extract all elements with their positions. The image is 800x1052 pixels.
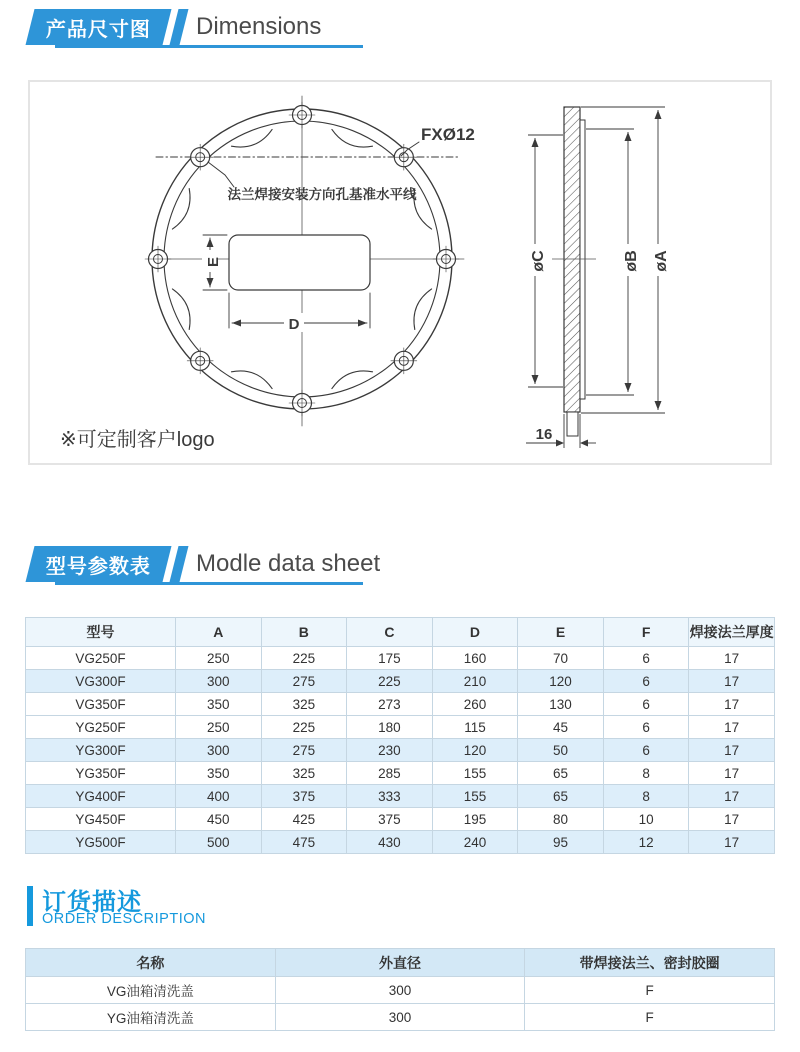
table-header-row: [26, 949, 775, 977]
table-row: [26, 1004, 775, 1031]
table-cell: 275: [261, 670, 347, 693]
section-title-en: Dimensions: [196, 13, 322, 40]
table-row: [26, 739, 775, 762]
dimension-drawing-panel: [28, 80, 772, 465]
table-cell: 225: [261, 647, 347, 670]
ribbon-shape: [26, 546, 172, 582]
table-cell: 10: [603, 808, 689, 831]
table-cell: 8: [603, 785, 689, 808]
table-row: [26, 831, 775, 854]
scallop-arc: [232, 371, 273, 389]
table-cell: VG350F: [26, 693, 176, 716]
table-cell: 8: [603, 762, 689, 785]
side-view: [526, 107, 670, 448]
thickness-arrow-left: [556, 440, 564, 447]
flange-neck: [567, 412, 578, 436]
table-cell: 350: [176, 762, 262, 785]
table-cell: 195: [432, 808, 518, 831]
table-cell: 70: [518, 647, 604, 670]
column-header: 名称: [26, 949, 276, 977]
dim-d-label: D: [288, 316, 300, 333]
ribbon-shape: [26, 9, 172, 45]
thickness-arrow-right: [580, 440, 588, 447]
table-row: [26, 670, 775, 693]
column-header: 型号: [26, 618, 176, 647]
table-cell: 250: [176, 716, 262, 739]
table-row: [26, 977, 775, 1004]
table-cell: 300: [176, 739, 262, 762]
scallop-arc: [232, 129, 273, 147]
table-cell: YG油箱清洗盖: [26, 1004, 276, 1031]
section-title-en: Modle data sheet: [196, 550, 381, 577]
order-accent-bar: [27, 886, 33, 926]
bolt-count-label: FXØ12: [421, 125, 475, 144]
table-cell: 115: [432, 716, 518, 739]
section-ribbon: [30, 9, 184, 45]
table-cell: 17: [689, 808, 775, 831]
dim-e-label: E: [204, 256, 222, 268]
dia-a-label: øA: [653, 250, 671, 272]
table-cell: 17: [689, 647, 775, 670]
table-cell: 65: [518, 762, 604, 785]
table-cell: VG油箱清洗盖: [26, 977, 276, 1004]
section-underline: [55, 45, 363, 48]
table-cell: 12: [603, 831, 689, 854]
table-row: [26, 693, 775, 716]
table-cell: 120: [518, 670, 604, 693]
scallop-arc: [172, 289, 190, 330]
table-cell: 65: [518, 785, 604, 808]
table-cell: 6: [603, 716, 689, 739]
table-cell: 160: [432, 647, 518, 670]
table-cell: 300: [275, 977, 525, 1004]
scallop-arc: [414, 189, 432, 230]
scallop-arc: [414, 289, 432, 330]
table-cell: 230: [347, 739, 433, 762]
cover-plate: [580, 120, 585, 399]
column-header: 焊接法兰厚度: [689, 618, 775, 647]
section-underline: [55, 582, 363, 585]
table-cell: 285: [347, 762, 433, 785]
table-cell: 155: [432, 762, 518, 785]
scallop-arc: [172, 189, 190, 230]
dia-b-label: øB: [623, 250, 641, 272]
column-header: E: [518, 618, 604, 647]
table-cell: 425: [261, 808, 347, 831]
table-cell: 17: [689, 693, 775, 716]
table-cell: 155: [432, 785, 518, 808]
logo-plate: [229, 235, 370, 290]
table-cell: 17: [689, 785, 775, 808]
table-row: [26, 647, 775, 670]
table-cell: F: [525, 977, 775, 1004]
table-cell: 300: [275, 1004, 525, 1031]
table-cell: YG350F: [26, 762, 176, 785]
ribbon-sliver: [170, 546, 189, 582]
scallop-arc: [332, 129, 373, 147]
ribbon-sliver: [170, 9, 189, 45]
table-cell: 430: [347, 831, 433, 854]
table-cell: 6: [603, 647, 689, 670]
table-cell: 175: [347, 647, 433, 670]
order-title-en: ORDER DESCRIPTION: [42, 911, 206, 927]
column-header: B: [261, 618, 347, 647]
logo-note: ※可定制客户logo: [60, 429, 215, 451]
table-cell: 80: [518, 808, 604, 831]
table-cell: 6: [603, 739, 689, 762]
table-cell: 95: [518, 831, 604, 854]
table-cell: 333: [347, 785, 433, 808]
table-cell: 350: [176, 693, 262, 716]
table-cell: 50: [518, 739, 604, 762]
column-header: 带焊接法兰、密封胶圈: [525, 949, 775, 977]
table-cell: 6: [603, 693, 689, 716]
table-cell: VG250F: [26, 647, 176, 670]
table-row: [26, 716, 775, 739]
flange-section: [564, 107, 580, 412]
table-cell: 6: [603, 670, 689, 693]
table-cell: 250: [176, 647, 262, 670]
model-data-table: [25, 617, 775, 854]
dimensions-section-header: [0, 9, 800, 53]
table-cell: 375: [261, 785, 347, 808]
table-cell: YG250F: [26, 716, 176, 739]
table-cell: 260: [432, 693, 518, 716]
table-cell: 500: [176, 831, 262, 854]
section-title-zh: 产品尺寸图: [46, 18, 151, 41]
section-ribbon: [30, 546, 184, 582]
technical-drawing: [30, 82, 770, 463]
table-cell: F: [525, 1004, 775, 1031]
table-cell: 17: [689, 762, 775, 785]
table-cell: YG500F: [26, 831, 176, 854]
table-cell: 450: [176, 808, 262, 831]
datasheet-section-header: [0, 546, 800, 590]
table-cell: 210: [432, 670, 518, 693]
table-row: [26, 808, 775, 831]
column-header: A: [176, 618, 262, 647]
table-cell: 375: [347, 808, 433, 831]
table-cell: 240: [432, 831, 518, 854]
table-cell: YG400F: [26, 785, 176, 808]
column-header: F: [603, 618, 689, 647]
order-description-table: [25, 948, 775, 1031]
table-cell: 45: [518, 716, 604, 739]
table-cell: 17: [689, 670, 775, 693]
table-cell: 180: [347, 716, 433, 739]
table-cell: YG450F: [26, 808, 176, 831]
table-cell: 225: [347, 670, 433, 693]
order-title-zh: 订货描述: [42, 889, 142, 916]
section-title-zh: 型号参数表: [46, 555, 151, 578]
scallop-arc: [332, 371, 373, 389]
column-header: C: [347, 618, 433, 647]
table-cell: VG300F: [26, 670, 176, 693]
table-cell: 273: [347, 693, 433, 716]
table-cell: 325: [261, 762, 347, 785]
table-cell: 400: [176, 785, 262, 808]
datum-note-leader: [208, 162, 234, 187]
table-cell: 130: [518, 693, 604, 716]
table-cell: 17: [689, 831, 775, 854]
column-header: D: [432, 618, 518, 647]
thickness-label: 16: [535, 426, 553, 443]
column-header: 外直径: [275, 949, 525, 977]
table-cell: 17: [689, 716, 775, 739]
table-cell: 300: [176, 670, 262, 693]
table-row: [26, 785, 775, 808]
table-cell: YG300F: [26, 739, 176, 762]
dia-c-label: øC: [530, 250, 548, 272]
table-row: [26, 762, 775, 785]
table-cell: 120: [432, 739, 518, 762]
datum-note-label: 法兰焊接安装方向孔基准水平线: [227, 187, 417, 202]
table-cell: 225: [261, 716, 347, 739]
front-view: [60, 96, 475, 451]
table-cell: 275: [261, 739, 347, 762]
table-cell: 17: [689, 739, 775, 762]
table-cell: 475: [261, 831, 347, 854]
table-header-row: [26, 618, 775, 647]
table-cell: 325: [261, 693, 347, 716]
